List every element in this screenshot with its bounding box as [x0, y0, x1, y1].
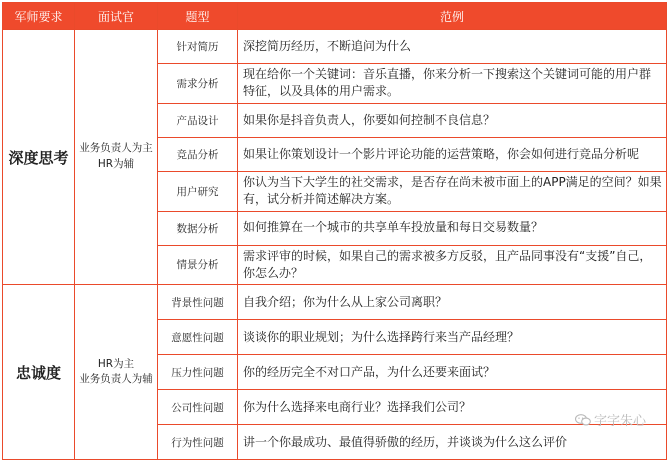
example-cell: 你的经历完全不对口产品，为什么还要来面试？ [238, 355, 667, 390]
example-cell: 如果让你策划设计一个影片评论功能的运营策略，你会如何进行竞品分析呢 [238, 137, 667, 171]
example-cell: 现在给你一个关键词：音乐直播，你来分析一下搜索这个关键词可能的用户群特征，以及具体的用户需求。 [238, 64, 667, 104]
example-cell: 你认为当下大学生的社交需求，是否存在尚未被市面上的APP满足的空间？如果有，试分析并简述解决方案。 [238, 171, 667, 211]
header-example: 范例 [238, 3, 667, 30]
question-type-cell: 数据分析 [158, 211, 238, 245]
requirement-cell: 深度思考 [3, 30, 75, 285]
example-cell: 你为什么选择来电商行业？选择我们公司？ [238, 390, 667, 425]
example-cell: 深挖简历经历，不断追问为什么 [238, 30, 667, 64]
header-interviewer: 面试官 [75, 3, 158, 30]
question-type-cell: 针对简历 [158, 30, 238, 64]
example-cell: 谈谈你的职业规划；为什么选择跨行来当产品经理？ [238, 320, 667, 355]
table-row [3, 285, 667, 320]
question-type-cell: 用户研究 [158, 171, 238, 211]
header-row [3, 3, 667, 30]
header-requirement: 军师要求 [3, 3, 75, 30]
question-type-cell: 情景分析 [158, 245, 238, 285]
watermark [575, 410, 646, 429]
question-type-cell: 压力性问题 [158, 355, 238, 390]
watermark-text: 字字朱心 [593, 414, 646, 429]
requirement-cell: 忠诚度 [3, 285, 75, 460]
interviewer-line: 业务负责人为辅 [79, 373, 153, 386]
example-cell: 自我介绍；你为什么从上家公司离职？ [238, 285, 667, 320]
question-type-cell: 意愿性问题 [158, 320, 238, 355]
question-type-cell: 产品设计 [158, 103, 238, 137]
wechat-icon [575, 414, 591, 426]
interviewer-line: HR为辅 [97, 158, 135, 171]
header-question-type: 题型 [158, 3, 238, 30]
example-cell: 讲一个你最成功、最值得骄傲的经历，并谈谈为什么这么评价 [238, 425, 667, 460]
interviewer-line: HR为主 [97, 357, 135, 370]
question-type-cell: 背景性问题 [158, 285, 238, 320]
question-type-cell: 需求分析 [158, 64, 238, 104]
interviewer-cell [75, 30, 158, 285]
example-cell: 需求评审的时候，如果自己的需求被多方反驳，且产品同事没有“支援”自己，你怎么办？ [238, 245, 667, 285]
question-type-cell: 行为性问题 [158, 425, 238, 460]
interview-question-table [2, 2, 667, 460]
interviewer-cell [75, 285, 158, 460]
table-row [3, 30, 667, 64]
example-cell: 如果你是抖音负责人，你要如何控制不良信息？ [238, 103, 667, 137]
interviewer-line: 业务负责人为主 [79, 142, 153, 155]
question-type-cell: 公司性问题 [158, 390, 238, 425]
example-cell: 如何推算在一个城市的共享单车投放量和每日交易数量？ [238, 211, 667, 245]
question-type-cell: 竞品分析 [158, 137, 238, 171]
